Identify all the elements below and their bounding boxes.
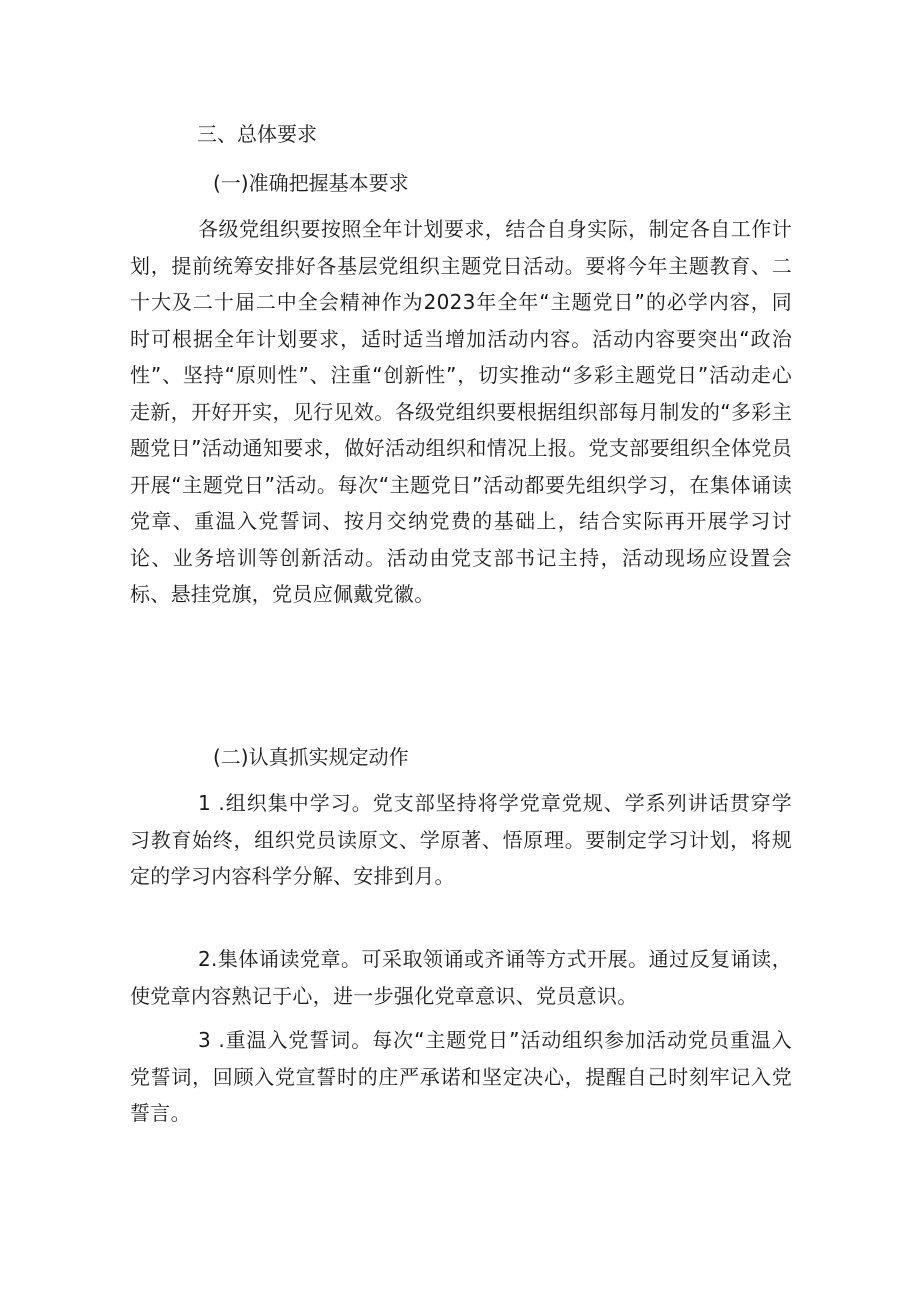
section-heading: 三、总体要求 [197,122,317,146]
list-item-2: 2.集体诵读党章。可采取领诵或齐诵等方式开展。通过反复诵读，使党章内容熟记于心，进一步强化党章意识、党员意识。 [130,947,792,1008]
list-item-1: 1 .组织集中学习。党支部坚持将学党章党规、学系列讲话贯穿学习教育始终，组织党员读原文、学原著、悟原理。要制定学习计划，将规定的学习内容科学分解、安排到月。 [130,791,792,888]
list-item-3: 3 .重温入党誓词。每次“主题党日”活动组织参加活动党员重温入党誓词，回顾入党宣誓时的庄严承诺和坚定决心，提醒自己时刻牢记入党誓言。 [130,1028,792,1125]
subsection-heading-2: (二)认真抓实规定动作 [213,745,409,769]
body-paragraph-1: 各级党组织要按照全年计划要求，结合自身实际，制定各自工作计划，提前统筹安排好各基层党组织主题党日活动。要将今年主题教育、二十大及二十届二中全会精神作为2023年全年“主题党日”的必学内容，同时可根据全年计划要求，适时适当增加活动内容。活动内容要突出“政治性”、坚持“原则性”、注重“创新性”，切实推动“多彩主题党日”活动走心走新，开好开实，见行见效。各级党组织要根据组织部每月制发的“多彩主题党日”活动通知要求，做好活动组织和情况上报。党支部要组织全体党员开展“主题党日”活动。每次“主题党日”活动都要先组织学习，在集体诵读党章、重温入党誓词、按月交纳党费的基础上，结合实际再开展学习讨论、业务培训等创新活动。活动由党支部书记主持，活动现场应设置会标、悬挂党旗，党员应佩戴党徽。 [130,217,792,606]
subsection-heading-1: (一)准确把握基本要求 [213,171,409,195]
